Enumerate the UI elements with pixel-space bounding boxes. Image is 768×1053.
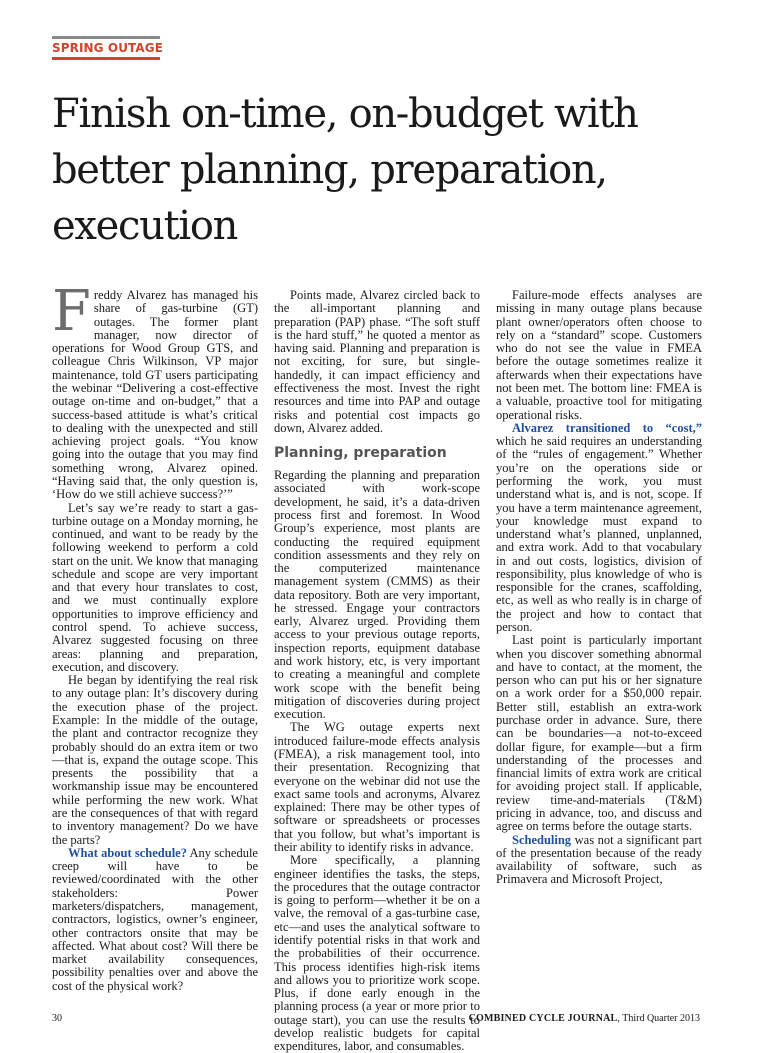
drop-cap: F bbox=[52, 279, 91, 344]
journal-issue: , Third Quarter 2013 bbox=[617, 1013, 700, 1024]
run-in-heading: Alvarez transitioned to “cost,” bbox=[512, 420, 702, 435]
paragraph: Points made, Alvarez circled back to the all-important planning and preparation (PAP) phase. “The soft stuff is the hard stuff,” he quoted a mentor as having said. Planning and preparation is not exciting, for sure, but single-handedly, it can impact efficiency and effectiveness the most. Invest the right resources and time into PAP and outage risks and potential cost impacts go down, Alvarez added. bbox=[274, 288, 480, 435]
paragraph: Let’s say we’re ready to start a gas-turbine outage on a Monday morning, he continued, and want to be ready by the following weekend to perform a cold start on the unit. We know that managing schedule and scope are very important and that every hour translates to cost, and we must continually explore opportunities to improve efficiency and control spend. To achieve success, Alvarez suggested focusing on three areas: planning and preparation, execution, and discovery. bbox=[52, 500, 258, 674]
journal-name: COMBINED CYCLE JOURNAL bbox=[468, 1013, 618, 1024]
article-column-1 bbox=[52, 279, 258, 1007]
paragraph: Last point is particularly important when you discover something abnormal and have to contact, at the moment, the person who can put his or her signature on a work order for a $50,000 repair. Better still, establish an extra-work purchase order in advance. Sure, there can be boundaries—a not-to-exceed dollar figure, for example—but a firm understanding of the processes and financial limits of extra work are critical for avoiding project stall. If applicable, review time-and-materials (T&M) pricing in advance, too, and discuss and agree on terms before the outage starts. bbox=[496, 633, 702, 834]
paragraph: The WG outage experts next introduced failure-mode effects analysis (FMEA), a risk management tool, into their presentation. Recognizing that everyone on the webinar did not use the exact same tools and acronyms, Alvarez explained: There may be other types of software or spreadsheets or processes that you follow, but what’s important is their ability to identify risks in advance. bbox=[274, 720, 480, 854]
page-number: 30 bbox=[52, 1013, 62, 1024]
run-in-heading: What about schedule? bbox=[68, 845, 187, 860]
paragraph: He began by identifying the real risk to any outage plan: It’s discovery during the execution phase of the project. Example: In the middle of the outage, the plant and contractor recognize they probably should do an extra item or two—that is, expand the outage scope. This presents the possibility that a workmanship issue may be encountered while performing the new work. What are the consequences of that with regard to inventory management? Do we have the parts? bbox=[52, 673, 258, 847]
section-subhead: Planning, preparation bbox=[274, 445, 447, 462]
paragraph bbox=[496, 422, 702, 635]
paragraph: More specifically, a planning engineer identifies the tasks, the steps, the procedures that the outage contractor is going to perform—whether it be on a valve, the removal of a gas-turbine case, etc—and uses the analytical software to identify potential risks in that work and the probabilities of their occurrence. This process identifies high-risk items and allows you to prioritize work scope. Plus, if done early enough in the planning process (a year or more prior to outage start), you can use the results to develop realistic budgets for capital expenditures, labor, and consumables. bbox=[274, 853, 480, 1053]
paragraph-intro bbox=[52, 279, 258, 502]
section-rule-top bbox=[52, 36, 160, 39]
paragraph bbox=[496, 834, 702, 887]
page-footer bbox=[52, 1014, 700, 1026]
paragraph bbox=[52, 847, 258, 993]
paragraph-text: which he said requires an understanding of the “rules of engagement.” Whether you’re on the operations side or performing the work, you must understand what is, and is not, scope. If you have a term maintenance agreement, your knowledge must expand to understand what’s planned, unplanned, and extra work. Add to that vocabulary in and out costs, logistics, division of responsibility, plus knowledge of who is responsible for the cranes, scaffolding, etc, as well as who really is in charge of the project and how to contact that person. bbox=[496, 434, 702, 635]
paragraph-text: Any schedule creep will have to be reviewed/coordinated with the other stakeholders: Power marketers/dispatchers, management, contractors, logistics, owner’s engineer, other contractors onsite that may be affected. What about cost? Will there be market availability consequences, possibility penalties over and above the cost of the physical work? bbox=[52, 845, 258, 993]
article-headline: Finish on-time, on-budget with better planning, preparation, execution bbox=[52, 91, 638, 249]
article-column-3 bbox=[496, 289, 702, 1007]
article-column-2 bbox=[274, 288, 480, 1053]
section-rule-bottom bbox=[52, 57, 160, 60]
paragraph: Failure-mode effects analyses are missing in many outage plans because plant owner/operators often choose to rely on a “standard” scope. Customers who do not see the value in FMEA before the outage sometimes realize it afterwards when their expectations have not been met. The bottom line: FMEA is a valuable, proactive tool for mitigating operational risks. bbox=[496, 288, 702, 422]
paragraph: Regarding the planning and preparation associated with work-scope development, he said, it’s a data-driven process first and foremost. In Wood Group’s experience, most plants are conducting the required equipment condition assessments and they rely on the computerized maintenance management system (CMMS) as their data repository. Both are very important, he stressed. Engage your contractors early, Alvarez urged. Providing them access to your previous outage reports, inspection reports, equipment database and work history, etc, is very important to creating a meaningful and complete work scope with the benefit being mitigation of discoveries during project execution. bbox=[274, 468, 480, 722]
journal-credit bbox=[469, 1014, 700, 1024]
run-in-heading: Scheduling bbox=[512, 832, 572, 847]
paragraph-text: reddy Alvarez has managed his share of gas-turbine (GT) outages. The former plant manager, now director of operations for Wood Group GTS, and colleague Chris Wilkinson, VP major maintenance, told GT users participating the webinar “Delivering a cost-effective outage on-time and on-budget,” that a success-based attitude is what’s critical to dealing with the unexpected and still achieving project goals. “You know going into the outage that you may find something wrong, Alvarez opined. “Having said that, the only question is, ‘How do we still achieve success?’” bbox=[52, 288, 258, 502]
section-kicker: SPRING OUTAGE bbox=[52, 41, 164, 55]
paragraph-text: was not a significant part of the presentation because of the ready availability of software, such as Primavera and Microsoft Project, bbox=[496, 832, 702, 887]
